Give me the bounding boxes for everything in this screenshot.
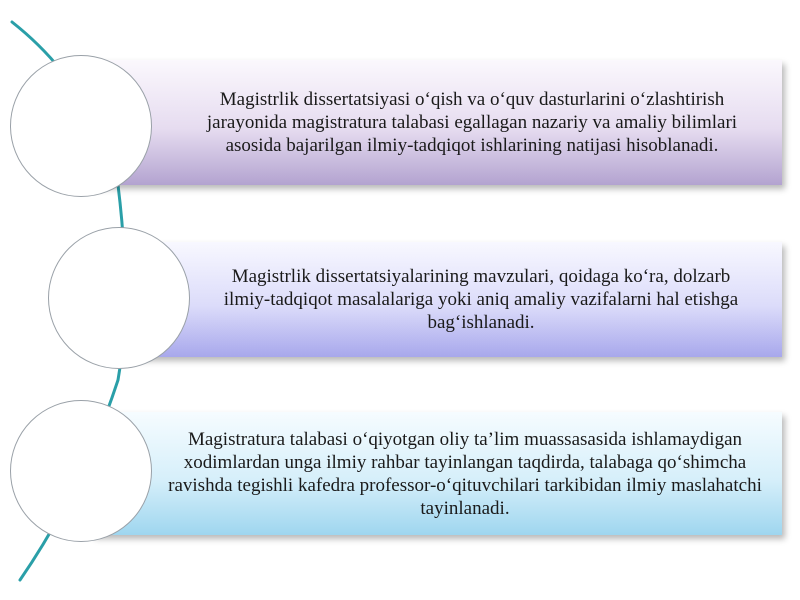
node-circle-2 <box>48 227 190 369</box>
item-text-3: Magistratura talabasi o‘qiyotgan oliy ta’lim muassasasida ishlamaydigan xodimlardan unga ilmiy rahbar tayinlangan taqdirda, talabaga qo‘shimcha ravishda tegishli kafedra professor-o‘qituvchilari tarkibidan ilmiy maslahatchi tayinlanadi. <box>168 428 762 519</box>
node-circle-1 <box>10 55 152 197</box>
node-circle-3 <box>10 400 152 542</box>
item-text-1: Magistrlik dissertatsiyasi o‘qish va o‘quv dasturlarini o‘zlashtirish jarayonida magistratura talabasi egallagan nazariy va amaliy bilimlari asosida bajarilgan ilmiy-tadqiqot ishlarining natijasi hisoblanadi. <box>206 89 738 156</box>
item-text-2: Magistrlik dissertatsiyalarining mavzulari, qoidaga ko‘ra, dolzarb ilmiy-tadqiqot masalalariga yoki aniq amaliy vazifalarni hal etishga bag‘ishlanadi. <box>223 266 739 333</box>
item-band-1 <box>92 60 782 185</box>
item-band-3 <box>92 412 782 535</box>
item-band-2 <box>120 242 782 357</box>
